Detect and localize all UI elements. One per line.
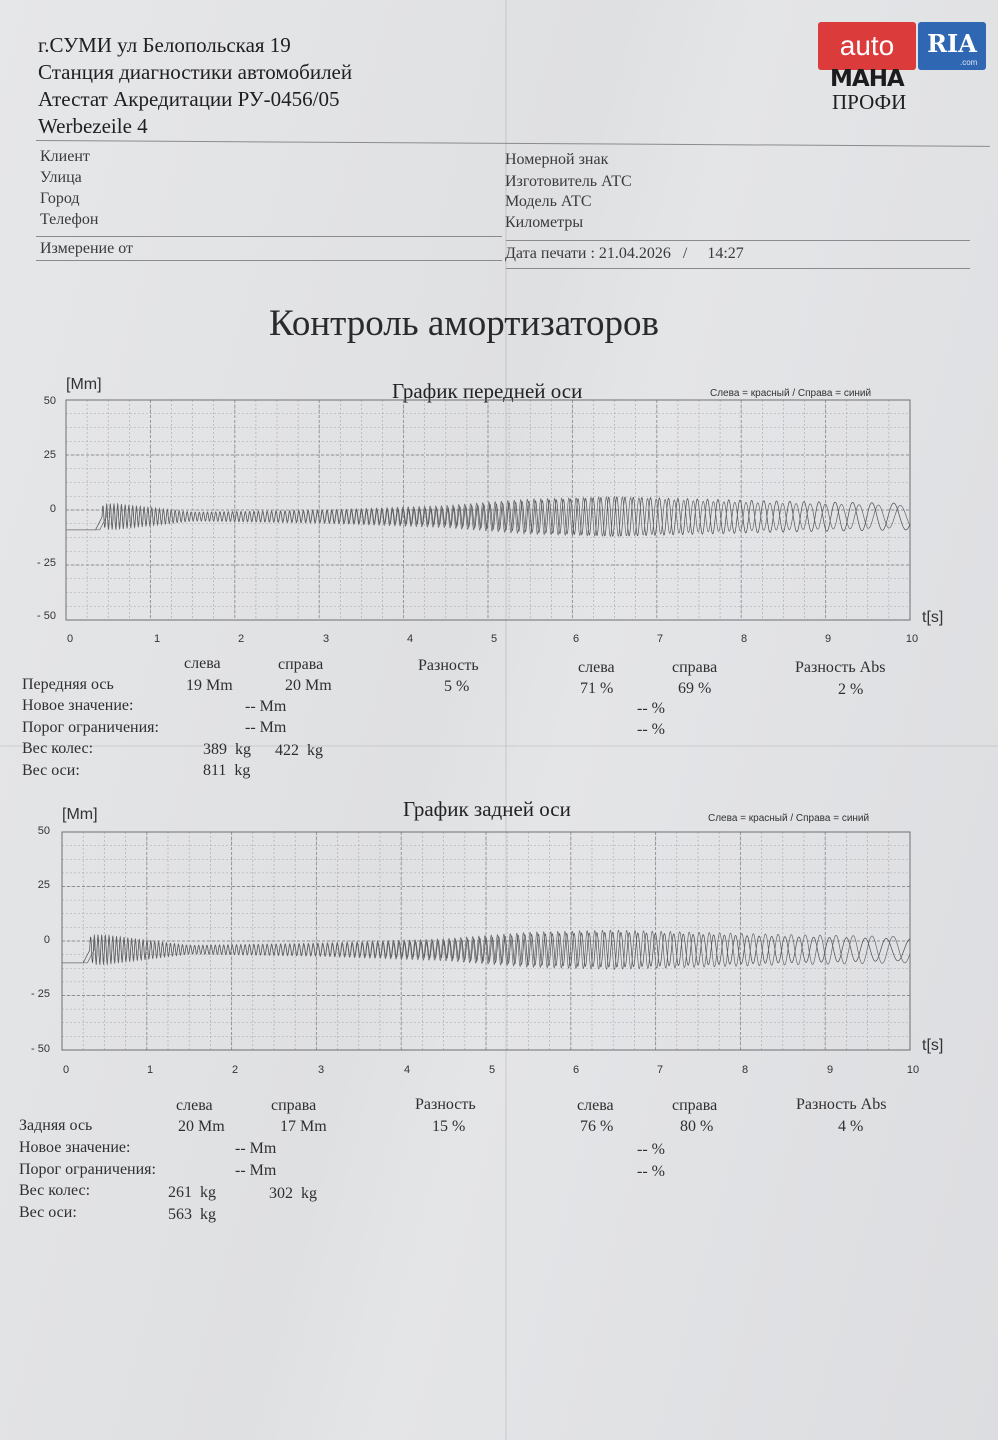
front-diff-value: 5 %: [444, 678, 470, 695]
maha-profi-label: ПРОФИ: [832, 90, 907, 114]
field-street: Улица: [40, 169, 82, 186]
rear-x-tick-label: 5: [488, 1064, 496, 1076]
front-h-diff: Разность: [418, 657, 479, 674]
front-left-value: 19 Mm: [186, 677, 233, 694]
rear-row-threshold: Порог ограничения:: [19, 1161, 156, 1178]
front-chart-ylabel: [Mm]: [66, 376, 102, 393]
front-h-left2: слева: [578, 659, 615, 676]
front-row-axle-weight: Вес оси:: [22, 762, 80, 779]
rear-x-tick-label: 9: [826, 1064, 834, 1076]
field-km: Километры: [505, 214, 584, 231]
rear-chart-xlabel: t[s]: [922, 1037, 944, 1054]
rear-left-pct: 76 %: [580, 1118, 614, 1135]
front-h-right: справа: [278, 656, 324, 673]
front-x-tick-label: 6: [572, 633, 580, 645]
front-left-pct: 71 %: [580, 680, 614, 697]
field-measurement: Измерение от: [40, 240, 133, 257]
front-y-tick-label: 0: [49, 503, 56, 515]
rear-row-axle: Задняя ось: [19, 1117, 93, 1134]
front-x-tick-label: 8: [740, 633, 748, 645]
rear-y-tick-label: 25: [37, 879, 50, 891]
rear-y-tick-label: - 50: [31, 1043, 50, 1055]
rear-wheel-right: 302 kg: [269, 1185, 317, 1202]
field-model: Модель АТС: [505, 193, 592, 210]
rear-x-tick-label: 6: [572, 1064, 580, 1076]
maha-logo: MAHA: [830, 66, 904, 92]
front-y-tick-label: - 25: [37, 557, 56, 569]
front-y-tick-label: - 50: [37, 610, 56, 622]
rear-y-tick-label: - 25: [31, 988, 50, 1000]
rear-row-wheel-weight: Вес колес:: [19, 1182, 91, 1199]
rear-diff-value: 15 %: [432, 1118, 466, 1135]
rear-x-tick-label: 10: [906, 1064, 920, 1076]
rear-h-diff: Разность: [415, 1096, 476, 1113]
rear-h-left: слева: [176, 1097, 213, 1114]
front-chart-xlabel: t[s]: [922, 609, 944, 626]
page-title: Контроль амортизаторов: [269, 303, 659, 344]
front-new-mm: -- Mm: [245, 698, 287, 715]
front-right-pct: 69 %: [678, 680, 712, 697]
rear-wheel-left: 261 kg: [168, 1184, 216, 1201]
header-attestation: Атестат Акредитации РУ-0456/05: [38, 87, 340, 111]
front-x-tick-label: 3: [322, 633, 330, 645]
rear-new-pct: -- %: [637, 1141, 665, 1158]
rear-threshold-mm: -- Mm: [235, 1162, 277, 1179]
front-x-tick-label: 9: [824, 633, 832, 645]
header-station: Станция диагностики автомобилей: [38, 60, 353, 84]
front-x-tick-label: 0: [66, 633, 74, 645]
rear-left-value: 20 Mm: [178, 1118, 225, 1135]
front-axle-weight: 811 kg: [203, 762, 251, 779]
rear-x-tick-label: 2: [231, 1064, 239, 1076]
field-plate: Номерной знак: [505, 151, 609, 168]
rear-chart-ylabel: [Mm]: [62, 806, 98, 823]
front-wheel-left: 389 kg: [203, 741, 251, 758]
rear-x-tick-label: 0: [62, 1064, 70, 1076]
rear-threshold-pct: -- %: [637, 1163, 665, 1180]
front-row-threshold: Порог ограничения:: [22, 719, 159, 736]
field-print-date: Дата печати : 21.04.2026 / 14:27: [505, 245, 744, 262]
field-phone: Телефон: [40, 211, 99, 228]
front-x-tick-label: 4: [406, 633, 414, 645]
rear-h-right: справа: [271, 1097, 317, 1114]
rear-axle-weight: 563 kg: [168, 1206, 216, 1223]
rear-right-pct: 80 %: [680, 1118, 714, 1135]
rear-row-new: Новое значение:: [19, 1139, 131, 1156]
front-chart-legend: Слева = красный / Справа = синий: [710, 388, 872, 399]
rear-new-mm: -- Mm: [235, 1140, 277, 1157]
front-new-pct: -- %: [637, 700, 665, 717]
front-x-tick-label: 2: [237, 633, 245, 645]
rear-x-tick-label: 7: [656, 1064, 664, 1076]
field-city: Город: [40, 190, 80, 207]
rear-y-tick-label: 50: [37, 825, 50, 837]
rear-diffabs-value: 4 %: [838, 1118, 864, 1135]
rear-h-diffabs: Разность Abs: [796, 1096, 887, 1113]
front-y-tick-label: 25: [43, 449, 56, 461]
front-h-diffabs: Разность Abs: [795, 659, 886, 676]
rear-x-tick-label: 8: [741, 1064, 749, 1076]
front-row-wheel-weight: Вес колес:: [22, 740, 94, 757]
field-maker: Изготовитель АТС: [505, 173, 632, 190]
front-x-tick-label: 1: [153, 633, 161, 645]
front-x-tick-label: 5: [490, 633, 498, 645]
rear-row-axle-weight: Вес оси:: [19, 1204, 77, 1221]
rear-x-tick-label: 3: [317, 1064, 325, 1076]
rear-right-value: 17 Mm: [280, 1118, 327, 1135]
rear-y-tick-label: 0: [43, 934, 50, 946]
field-client: Клиент: [40, 148, 90, 165]
front-x-tick-label: 7: [656, 633, 664, 645]
front-x-tick-label: 10: [905, 633, 919, 645]
autoria-logo-ria: RIA: [918, 22, 986, 70]
front-right-value: 20 Mm: [285, 677, 332, 694]
autoria-logo-com: .com: [960, 58, 978, 67]
front-threshold-pct: -- %: [637, 721, 665, 738]
front-threshold-mm: -- Mm: [245, 719, 287, 736]
front-row-new: Новое значение:: [22, 697, 134, 714]
front-diffabs-value: 2 %: [838, 681, 864, 698]
front-wheel-right: 422 kg: [275, 742, 323, 759]
front-y-tick-label: 50: [43, 395, 56, 407]
rear-chart-title: График задней оси: [403, 797, 571, 821]
rear-h-right2: справа: [672, 1097, 718, 1114]
front-row-axle: Передняя ось: [22, 676, 114, 693]
rear-x-tick-label: 4: [403, 1064, 411, 1076]
rear-chart-legend: Слева = красный / Справа = синий: [708, 813, 870, 824]
front-chart-title: График передней оси: [392, 379, 583, 403]
rear-x-tick-label: 1: [146, 1064, 154, 1076]
header-city: г.СУМИ ул Белопольская 19: [38, 33, 291, 57]
front-h-left: слева: [184, 655, 221, 672]
header-address: Werbezeile 4: [38, 114, 148, 138]
autoria-logo-auto: auto: [818, 22, 916, 70]
front-h-right2: справа: [672, 659, 718, 676]
rear-h-left2: слева: [577, 1097, 614, 1114]
